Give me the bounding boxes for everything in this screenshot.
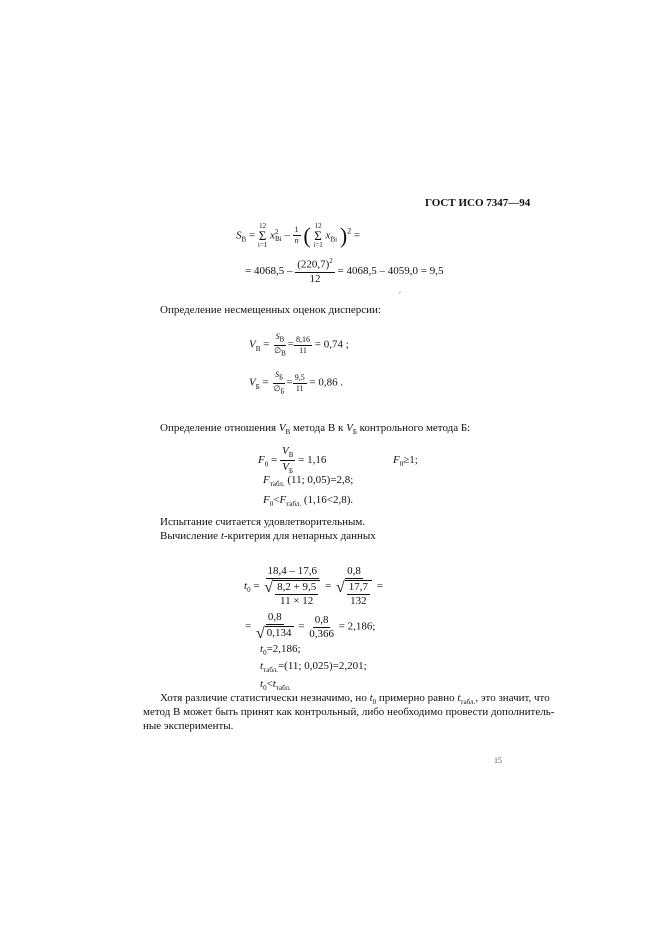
sb-term1: x	[270, 229, 275, 242]
sb-left-paren: (	[303, 222, 311, 248]
v2-num-sub: Б	[278, 373, 283, 382]
t-num4: 0,8	[314, 613, 329, 626]
f-den: V	[282, 461, 289, 474]
sb-sq: 2	[347, 226, 352, 236]
t0-var: t	[260, 643, 264, 655]
sb-term1-sup: 2	[274, 227, 279, 236]
sb-sum2	[313, 223, 322, 249]
v1-lhs: V	[249, 338, 256, 351]
t-line2-prefix: =	[245, 620, 252, 633]
v2-den-val: 11	[295, 383, 304, 393]
sb-minus: –	[284, 229, 290, 242]
v2-num: S	[274, 370, 279, 379]
section3-suffix: -критерия для непарных данных	[223, 530, 376, 542]
f-cmp-var: F	[263, 494, 270, 506]
sb-line2-den: 12	[309, 272, 321, 285]
formula-v1	[249, 333, 349, 357]
formula-f	[258, 446, 326, 475]
section2-v2-sub: Б	[352, 428, 357, 437]
t-rad2-den: 132	[350, 595, 367, 607]
v1-num: S	[275, 332, 280, 341]
sb-sum2-bottom: i=1	[313, 240, 323, 249]
v2-result: = 0,86 .	[309, 376, 344, 389]
sb-eq: =	[248, 229, 256, 242]
conclusion1-text: Испытание считается удовлетворительным.	[160, 516, 366, 528]
section3-prefix: Вычисление	[160, 530, 219, 542]
sb-right-paren: )	[339, 222, 348, 248]
formula-sb-line2	[245, 258, 443, 285]
f-condition-suffix: ≥1;	[403, 454, 418, 466]
sb-frac-den: n	[294, 236, 299, 246]
v2-frac-val	[293, 374, 307, 393]
sb-sum1-top: 12	[259, 222, 267, 230]
section2-v2: V	[346, 422, 353, 434]
t-rad1: 8,2 + 9,5	[277, 581, 317, 593]
sb-term2-sub: Вi	[330, 235, 338, 244]
final-t0-sub: 0	[372, 698, 377, 707]
tcmp-sub: 0	[263, 684, 267, 693]
standard-header: ГОСТ ИСО 7347—94	[425, 197, 531, 209]
f-den-sub: Б	[289, 467, 294, 476]
sb-sum1-sigma: Σ	[258, 227, 267, 243]
tcmp-var: t	[260, 678, 264, 690]
sb-lhs: S	[236, 229, 242, 242]
v1-result: = 0,74 ;	[314, 338, 349, 351]
section2-suffix: контрольного метода Б:	[359, 422, 471, 434]
v1-eq2: =	[287, 338, 294, 351]
final-line3: ные эксперименты.	[143, 720, 234, 732]
f-cmp-rest: (1,16<2,8).	[303, 494, 354, 506]
sqrt-icon: √	[255, 625, 265, 642]
t-sqrt1-frac	[275, 582, 318, 607]
t0-line	[260, 644, 301, 657]
final-line1-mid: примерно равно	[378, 692, 455, 704]
t-frac1	[262, 566, 322, 607]
final-t0: t	[369, 692, 373, 704]
v1-frac-val	[294, 336, 312, 355]
formula-t-line1	[244, 566, 383, 607]
t-sqrt2	[336, 580, 372, 607]
f-compare-line	[263, 495, 353, 508]
v2-frac	[271, 371, 286, 395]
section3-text	[160, 529, 376, 543]
t-eq4: =	[298, 620, 305, 633]
t-result: = 2,186;	[338, 620, 376, 633]
f-condition	[393, 455, 418, 468]
v2-den-sub: Б	[280, 387, 285, 396]
v1-den: ∅	[274, 345, 282, 355]
t-frac2	[334, 566, 374, 607]
sb-line2-num-base: (220,7)	[297, 258, 330, 271]
final-ttab-sub: табл.	[460, 698, 476, 707]
v2-lhs: V	[249, 376, 256, 389]
formula-sb-line1	[236, 223, 360, 249]
formula-t-line2	[245, 612, 375, 642]
t-frac3	[254, 612, 296, 642]
page-number: 15	[494, 756, 502, 765]
section2-prefix: Определение отношения	[160, 422, 277, 434]
section3-t: t	[220, 530, 224, 542]
section2-middle: метода В к	[292, 422, 344, 434]
sb-line2-frac	[295, 258, 335, 285]
formula-v2	[249, 371, 343, 395]
v1-frac	[272, 333, 288, 357]
f-table-line	[263, 475, 353, 488]
f-result: = 1,16	[298, 454, 327, 467]
v2-eq2: =	[286, 376, 293, 389]
f-table-var: F	[263, 474, 270, 486]
v2-lhs-sub: Б	[255, 382, 260, 391]
v2-num-val: 9,5	[294, 372, 305, 382]
section2-v1-sub: В	[285, 428, 291, 437]
ttab-line	[260, 661, 367, 674]
t-rad2-num: 17,7	[348, 581, 369, 593]
f-lhs: F	[258, 454, 265, 467]
f-cmp-ft: F	[279, 494, 287, 506]
f-num-sub: В	[288, 451, 294, 460]
section2-v1: V	[278, 422, 286, 434]
t-num2: 0,8	[347, 565, 361, 577]
v1-lhs-sub: В	[255, 344, 261, 353]
final-line1-prefix: Хотя различие статистически незначимо, но	[160, 692, 367, 704]
ttab-var: t	[260, 660, 264, 672]
v1-eq: =	[263, 338, 270, 351]
sb-term2: x	[325, 229, 331, 242]
final-line2: метод В может быть принят как контрольный, либо необходимо провести дополнитель-	[143, 706, 555, 718]
sb-sum2-top: 12	[314, 222, 322, 230]
t-num3: 0,8	[267, 611, 282, 623]
sqrt-icon: √	[264, 579, 274, 596]
f-eq: =	[270, 454, 278, 467]
f-cmp-sub: 0	[269, 500, 274, 509]
t-rad3: 0,134	[265, 626, 294, 642]
tcmp-lt: <	[266, 678, 273, 690]
f-condition-var: F	[393, 454, 400, 466]
f-lhs-sub: 0	[264, 460, 269, 469]
f-frac	[280, 446, 295, 475]
sb-frac	[293, 226, 301, 245]
f-table-sub: табл.	[269, 480, 285, 489]
t0-sub: 0	[263, 649, 267, 658]
v1-den-val: 11	[299, 345, 307, 355]
t-eq3: =	[376, 580, 383, 593]
sqrt-icon: √	[336, 579, 345, 596]
f-cmp-lt: <	[273, 494, 280, 506]
t0-rest: =2,186;	[266, 643, 301, 655]
sb-line2-suffix: = 4068,5 – 4059,0 = 9,5	[337, 264, 444, 277]
tcmp-tt-sub: табл.	[275, 684, 291, 693]
f-table-rest: (11; 0,05)=2,8;	[287, 474, 354, 486]
t-den4: 0,366	[309, 627, 334, 640]
sb-lhs-sub: В	[241, 235, 247, 244]
t-frac4	[307, 615, 336, 640]
ttab-rest: =(11; 0,025)=2,201;	[277, 660, 367, 672]
f-condition-sub: 0	[399, 460, 404, 469]
final-ttab: t	[457, 692, 461, 704]
tcmp-tt: t	[272, 678, 276, 690]
t-lhs: t	[244, 580, 248, 593]
f-cmp-ft-sub: табл.	[286, 500, 302, 509]
v1-num-val: 8,16	[295, 334, 310, 344]
v2-eq: =	[262, 376, 269, 389]
sb-line2-num	[295, 258, 335, 273]
t-sqrt2-frac	[347, 582, 370, 607]
v1-num-sub: В	[279, 335, 285, 344]
t-sqrt1	[264, 580, 320, 607]
sb-frac-num: 1	[294, 225, 299, 235]
t-rad1-den: 11 × 12	[280, 595, 314, 607]
sb-term1-sub: Вi	[274, 234, 282, 243]
ttab-sub: табл.	[263, 666, 278, 675]
sb-sum1-bottom: i=1	[257, 240, 268, 249]
sb-line2-prefix: = 4068,5 –	[245, 264, 293, 277]
t-eq: =	[253, 580, 260, 593]
stray-mark: ׳	[399, 289, 401, 298]
sb-sum2-sigma: Σ	[314, 227, 322, 243]
t-eq2: =	[325, 580, 332, 593]
t-num1: 18,4 – 17,6	[267, 565, 318, 577]
f-num: V	[281, 445, 289, 457]
sb-eq2: =	[353, 229, 361, 242]
sb-sum1	[258, 223, 267, 249]
t-lhs-sub: 0	[247, 586, 251, 595]
sb-line2-num-sup: 2	[329, 257, 333, 265]
section2-text	[160, 421, 470, 439]
v2-den: ∅	[273, 383, 281, 393]
final-line1-suffix: , это значит, что	[475, 692, 550, 704]
section1-text: Определение несмещенных оценок дисперсии:	[160, 304, 381, 316]
t-sqrt3	[256, 626, 294, 642]
v1-den-sub: В	[281, 349, 286, 358]
